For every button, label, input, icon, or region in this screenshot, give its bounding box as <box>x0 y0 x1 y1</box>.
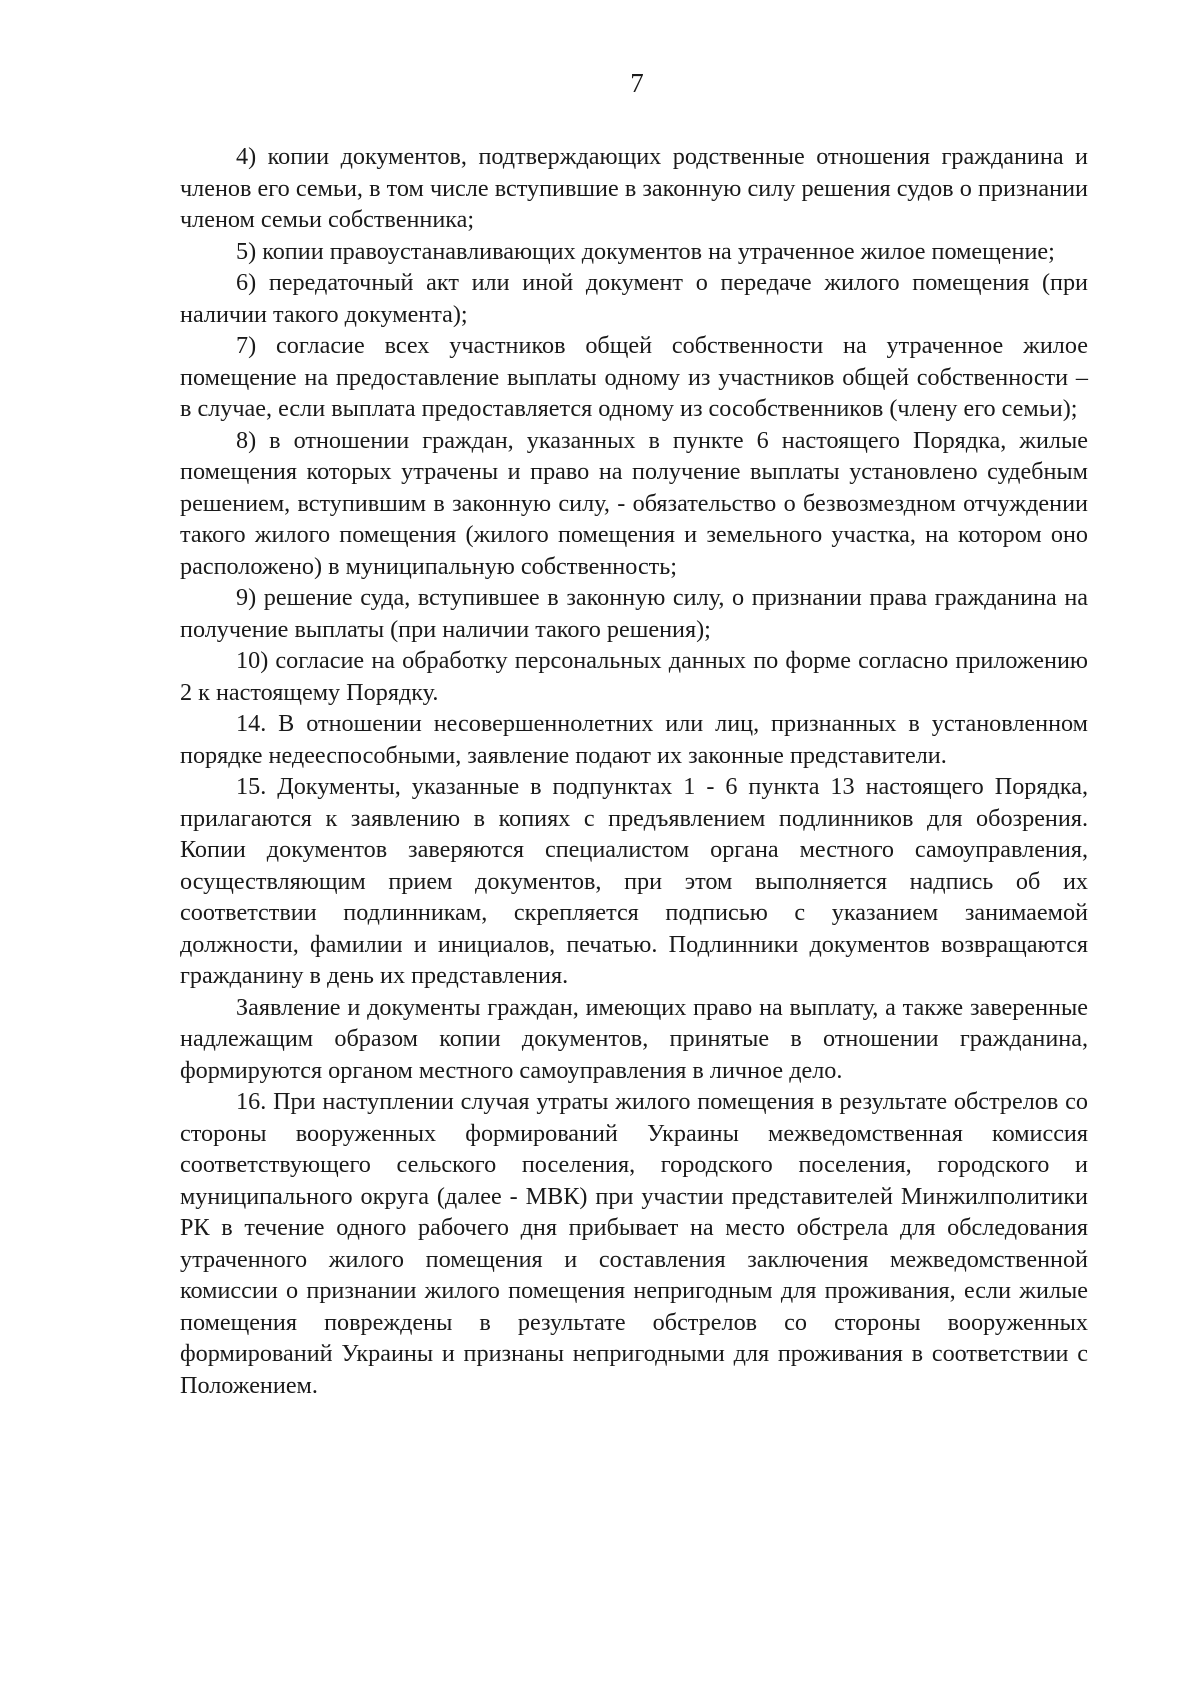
clause-16-interdepartmental-commission: 16. При наступлении случая утраты жилого помещения в результате обстрелов со стороны вооруженных формирований Украины межведомственная комиссия соответствующего сельского поселения, городского поселения, городского и муниципального округа (далее - МВК) при участии представителей Минжилполитики РК в течение одного рабочего дня прибывает на место обстрела для обследования утраченного жилого помещения и составления заключения межведомственной комиссии о признании жилого помещения непригодным для проживания, если жилые помещения повреждены в результате обстрелов со стороны вооруженных формирований Украины и признаны непригодными для проживания в соответствии с Положением. <box>180 1088 1088 1399</box>
list-item-4-copies-of-kinship-documents: 4) копии документов, подтверждающих родственные отношения гражданина и членов его семьи, в том числе вступившие в законную силу решения судов о признании членом семьи собственника; <box>180 143 1088 233</box>
clause-15-personal-file: Заявление и документы граждан, имеющих право на выплату, а также заверенные надлежащим образом копии документов, принятые в отношении гражданина, формируются органом местного самоуправления в личное дело. <box>180 993 1088 1084</box>
clause-15-document-copies: 15. Документы, указанные в подпунктах 1 - 6 пункта 13 настоящего Порядка, прилагаются к заявлению в копиях с предъявлением подлинников для обозрения. Копии документов заверяются специалистом органа местного самоуправления, осуществляющим прием документов, при этом выполняется надпись об их соответствии подлинникам, скрепляется подписью с указанием занимаемой должности, фамилии и инициалов, печатью. Подлинники документов возвращаются гражданину в день их представления. <box>180 773 1088 989</box>
document-body <box>180 141 1088 1401</box>
list-item-5-title-documents: 5) копии правоустанавливающих документов на утраченное жилое помещение; <box>236 237 1055 265</box>
list-item-6-transfer-act: 6) передаточный акт или иной документ о передаче жилого помещения (при наличии такого документа); <box>180 269 1088 328</box>
list-item-7-co-owners-consent: 7) согласие всех участников общей собственности на утраченное жилое помещение на предоставление выплаты одному из участников общей собственности – в случае, если выплата предоставляется одному из сособственников (члену его семьи); <box>180 332 1088 422</box>
list-item-10-personal-data-consent: 10) согласие на обработку персональных данных по форме согласно приложению 2 к настоящему Порядку. <box>180 647 1088 706</box>
list-item-9-court-decision: 9) решение суда, вступившее в законную силу, о признании права гражданина на получение выплаты (при наличии такого решения); <box>180 584 1088 643</box>
clause-14-legal-representatives: 14. В отношении несовершеннолетних или лиц, признанных в установленном порядке недееспособными, заявление подают их законные представители. <box>180 710 1088 769</box>
page-number: 7 <box>630 68 644 98</box>
list-item-8-alienation-obligation: 8) в отношении граждан, указанных в пункте 6 настоящего Порядка, жилые помещения которых утрачены и право на получение выплаты установлено судебным решением, вступившим в законную силу, - обязательство о безвозмездном отчуждении такого жилого помещения (жилого помещения и земельного участка, на котором оно расположено) в муниципальную собственность; <box>180 426 1088 580</box>
